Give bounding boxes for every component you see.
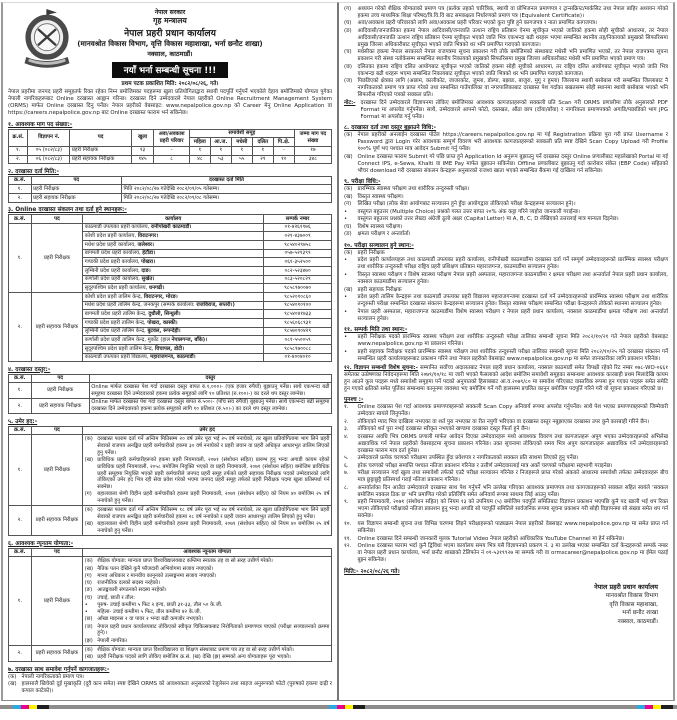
section-2-title: २. दरखास्त दर्ता मिति:- — [8, 168, 59, 175]
right-column — [338, 2, 675, 701]
list-item: • वस्तुगत बहुउत्तर (Multiple Choice) प्रश्नको गलत उत्तर बापत २०% अंक कट्टा गरिने व्यहोरा जानकारी गराईन्छ। — [344, 208, 580, 215]
table-header-row: क्र.सं. पद आवश्यक न्यूनतम योग्यता — [9, 548, 332, 557]
table-row: १. प्रहरी निरीक्षक (क) शैक्षिक योग्यता: मान्यता प्राप्त विश्वविद्यालयबाट कम्तिमा स्नातक तह वा सो सरह उत्तीर्ण गरेको। (ख) नैतिक पतन देखिने कुनै फौजदारी अभियोगमा सजाय नपाएको। (ग) मानव अधिकार र मानवीय कानूनको उल्लङ्घनमा सजाय नपाएको। (घ) राजनीतिक दलको सदस्य नरहेको। (ङ) आतङ्ककारी संगठनको सदस्य नरहेको। (च) उचाई, छाती र तौल: • पुरुष- उचाई कम्तीमा ५ फिट २ इन्च, छाती ३१-३३, तौल ५० के.जी. • महिला- उचाई कम्तीमा ५ फिट, तौल कम्तीमा ४२ के.जी. (छ) आँखा माइनस २ वा पावर २ भन्दा बढी कमजोर नभएको। (ज) नेपाल प्रहरी प्रधान कार्यालयबाट तोकिएको स्वीकृत चिकित्सकबाट निरोगिताको प्रमाणपत्र पाएको (परीक्षा सञ्चालनको क्रममा हुने)। (झ) नेपाली नागरिक। — [9, 557, 332, 646]
qualification-items-cell: (क) शैक्षिक योग्यता: मान्यता प्राप्त विश्वविद्यालयबाट कम्तिमा स्नातक तह वा सो सरह उत्तीर्ण गरेको। (ख) नैतिक पतन देखिने कुनै फौजदारी अभियोगमा सजाय नपाएको। (ग) मानव अधिकार र मानवीय कानूनको उल्लङ्घनमा सजाय नपाएको। (घ) राजनीतिक दलको सदस्य नरहेको। (ङ) आतङ्ककारी संगठनको सदस्य नरहेको। (च) उचाई, छाती र तौल: • पुरुष- उचाई कम्तीमा ५ फिट २ इन्च, छाती ३१-३३, तौल ५० के.जी. • महिला- उचाई कम्तीमा ५ फिट, तौल कम्तीमा ४२ के.जी. (छ) आँखा माइनस २ वा पावर २ भन्दा बढी कमजोर नभएको। (ज) नेपाल प्रहरी प्रधान कार्यालयबाट तोकिएको स्वीकृत चिकित्सकबाट निरोगिताको प्रमाणपत्र पाएको (परीक्षा सञ्चालनको क्रममा हुने)। (झ) नेपाली नागरिक। — [84, 558, 330, 644]
list-item: (ज) पिछडिएको क्षेत्रका लागि (अछाम, कालीकोट, जाजरकोट, जुम्ला, डोल्पा, बझाङ, बाजुरा, मुगु र हुम्ला) जिल्लामा स्थायी बसोबास गरी सम्बन्धित जिल्लाबाट नै नागरिकताको प्रमाण पत्र प्राप्त गरेको तथा सम्बन्धित गाउँपालिका वा नगरपालिकाबाट दरखास्त पेश गर्दाका बखतसम्म सोही स्थानमा स्थायी बसोबास भएको भनि सिफारीस गरिएको पत्रको सक्कल प्रति। — [344, 78, 668, 99]
list-item: • विस्तृत स्वास्थ्य परीक्षण र विशेष स्वास्थ्य परीक्षण नेपाल प्रहरी अस्पताल, महाराजगन्ज काठमाडौंमा र क्षमता परीक्षण तथा अन्तर्वार्ता नेपाल प्रहरी प्रधान कार्यालय, नक्साल काठमाडौंमा सञ्चालन हुनेछ। — [344, 272, 668, 286]
phone-cell: ९८५२०१०८६० — [264, 293, 332, 302]
address-line: नक्साल, काठमाडौं। — [147, 50, 193, 58]
table-row: २. प्रहरी सहायक निरीक्षक मिति २०८२/०८/२७ गतेदेखि २०८२/०९/०८ गतेसम्म। — [9, 194, 332, 203]
print-registration-bar — [0, 705, 677, 710]
left-column — [1, 2, 338, 701]
list-item: ९. प्रहरी नियमावली, २०७१ (संशोधन सहित) को नियम १३ को उपनियम (५) बमोजिम पदपूर्ति समितिबाट विज्ञापन प्रकाशन भएपछि कुनै पद खाली भई थप रिक्त भएमा तोकिएको परीक्षाको नतिजा प्रकाशन हुनु भन्दा अगाडि सो पदपूर्ति समितिले सार्वजनिक रूपमा सूचना प्रकाशन गरी सोही विज्ञापनमा सो संख्या समेत थप गर्न सक्नेछ। — [344, 499, 668, 520]
collection-centers-table — [8, 214, 332, 362]
list-item: ६. हरेक चरणको परीक्षा समाप्ति पश्चात नतिजा प्रकाशन गरिनेछ र उत्तीर्ण उम्मेदवारलाई मात्र अर्को चरणको परीक्षामा सहभागी गराइनेछ। — [344, 462, 613, 469]
phone-cell: ०८३-५२०८२९ — [264, 275, 332, 284]
office-title: नेपाल प्रहरी प्रधान कार्यालय — [124, 28, 216, 39]
list-item: ३. तोकिएको शर्त पुरा नभई दरखास्त स्वीकृत नभएको खण्डमा दरखास्त दस्तुर फिर्ता हुने छैन। — [344, 426, 530, 433]
list-item: (ख) हालसालै खिचेको दुई मुखाकृति (दुवै कान समेत) स्पष्ट देखिने ORMS को आवश्यकता अनुसारको रेजुलेसन तथा साइज अनुरूपको फोटो (पुरुषको हकमा दाह्री र कपाल काटेको)। — [8, 681, 332, 695]
list-item: ४. दरखास्त अवधि भित्र ORMS प्रणाली मार्फत आवेदन दिएका उम्मेदवारहरू मध्ये आवश्यक विवरण तथा कागजातहरू अपुग भएका उम्मेदवारहरूको अभिलेख अद्यावधिक गर्न नेपाल प्रहरीको वेबसाइटमा सूचना प्रकाशन गरिनेछ। उक्त सूचनामा तोकिएको समय भित्र अपुग कागजातहरू अद्यावधिक गर्ने उम्मेदवारहरूको दरखास्त फाराम मात्र दर्ता हुनेछ। — [344, 433, 668, 454]
list-item: १२. Online दरखास्त फाराम भर्दा कुनै द्विविधा भएमा कार्यालय समय भित्र यसै विज्ञापनको प्रकरण नं. ३ मा उल्लेख भएका सम्बन्धित दर्ता केन्द्रहरूको सम्पर्क नम्बर वा नेपाल प्रहरी प्रधान कार्यालय, भर्ना छनौट शाखाको टेलिफोन नं ०१-५३१९९२७ मा सम्पर्क गरी वा ormscareer@nepalpolice.gov.np मा ईमेल पठाई बुझ्न सकिनेछ। — [344, 543, 668, 564]
list-item: (घ) अवा/अवकाश प्रहरी परिवारको लागि अवा/अवकाश प्रहरी परिवार भएको कुरा पुष्टि हुने कागजपत्र र नाता प्रमाणित कागजपत्र। — [344, 20, 597, 27]
office-cell: बागमती प्रदेश प्रहरी कार्यालय, हेटौंडा। — [83, 249, 264, 258]
table-row: २. प्रहरी सहायक निरीक्षक (क) दरखास्त फाराम दर्ता गर्ने अन्तिम मितिसम्म १८ वर्ष उमेर पूरा भई २४ वर्ष ननाघेको, तर खुला प्रतियोगितामा भाग लिने प्रहरी सेवाको राजपत्र अनङ्कित प्रहरी कर्मचारीको हकमा २८ वर्ष ननाघेको र प्रहरी जवान आधारभूत तालिम लिएको हुनु पर्नेछ। (ख) बहालवाला श्रेणी विहीन प्रहरी कर्मचारीको हकमा प्रहरी नियमावली, २०७१ (संशोधन सहित) को नियम ४० बमोजिम २५ वर्ष ननाघेको हुनु पर्नेछ। — [9, 506, 332, 536]
phone-cell: ९८५८९७००७० — [264, 284, 332, 293]
table-row: २. प्रहरी सहायक निरीक्षक Online मार्फत दरखास्त पेश गर्दा दरखास्त दस्तुर बापत रु.५००।- (पाँच सय रुपैयाँ) बुझाउनु पर्नेछ। साथै एकभन्दा बढी समूहमा दरखास्त दिने उम्मेदवारको हकमा प्रत्येक समूहको लागि १० प्रतिशत (रु.५०।-) का दरले थप दस्तुर लाग्नेछ। — [9, 398, 332, 413]
list-item: (घ) विशेष स्वास्थ्य परीक्षण। — [344, 223, 403, 230]
section-10 — [344, 241, 668, 323]
intro-paragraph: नेपाल प्रहरीमा जनपद प्रहरी समूहतर्फ रिक्त रहेका निम्न बमोजिमका पदहरूमा खुला प्रतियोगिताद्वारा स्थायी पदपूर्ति गर्नुपर्ने भएकोले देहाय बमोजिमको योग्यता पुगेका नेपाली नागरिकहरूबाट Online दरखास्त आह्वान गरिन्छ। दरखास्त दिने उम्मेदवारले नेपाल प्रहरीको Online Recruitment Management System (ORMS) मार्फत Online दरखास्त दिनु पर्नेछ। नेपाल प्रहरीको वेबसाइट: www.nepalpolice.gov.np को Career मेनु Online Application वा https://careers.nepalpolice.gov.np बाट Online दरखास्त फाराम भर्न सकिनेछ। — [8, 89, 332, 117]
table-row: १. प्रहरी निरीक्षक (क) दरखास्त फाराम दर्ता गर्ने अन्तिम मितिसम्म २० वर्ष उमेर पूरा भई २५ वर्ष ननाघेको, तर खुला प्रतियोगितामा भाग लिने प्रहरी सेवाको राजपत्र अनङ्कित प्रहरी कर्मचारीको हकमा ३० वर्ष ननाघेको र प्रहरी जवान वा प्रहरी अधिकृत आधारभूत तालिम लिएको हुनु पर्नेछ। (ख) प्राविधिक प्रहरी कर्मचारीहरूको हकमा प्रहरी नियमावली, २०७१ (संशोधन सहित) प्रारम्भ हुनु भन्दा अगाडी कायम रहेको प्राविधिक प्रहरी नियमावली, २०५८ बमोजिम नियुक्ति भएको वा प्रहरी नियमावली, २०७१ (संशोधन सहित) बमोजिम प्राविधिक प्रहरी समूहमा नियुक्ति भएको प्रहरी कर्मचारीले जनपद प्रहरी समूह तर्फको प्रहरी सहायक निरीक्षक पदको उम्मेदवारको लागि तोकिएको उमेर हद भित्र रही सेवा प्रवेश गरेको भएमा जनपद प्रहरी समूह तर्फको प्रहरी निरीक्षक पदमा खुला प्रतिस्पर्धा गर्न सक्नेछ। (ग) बहालवाला श्रेणी विहीन प्रहरी कर्मचारीको हकमा प्रहरी नियमावली, २०७१ (संशोधन सहित) को नियम ४० बमोजिम २५ वर्ष ननाघेको हुनु पर्नेछ। — [9, 435, 332, 506]
section-1-title: १. आवश्यक माग पद संख्या:- — [8, 121, 73, 128]
section-7-title: ७. दरखास्त साथ समावेश गर्नुपर्ने कागजातहरू:- — [8, 666, 110, 673]
section-10-title: १०. परीक्षा सञ्चालन हुने स्थान:- — [344, 242, 414, 249]
list-item: (ङ) क्षमता परीक्षण र अन्तर्वार्ता। — [344, 231, 411, 238]
phone-cell: ९८५६०६८९३१ — [264, 319, 332, 328]
note-paragraph: नोट:- दरखास्त दिने उम्मेदवारले विज्ञापनमा तोकिए बमोजिमका आवश्यक कागजातहरूको सक्कली प्रति Scan गरी ORMS प्रणालीमा तोके अनुसारको PDF Format मा अपलोड गर्नुपर्नेछ। साथै, उम्मेदवारले आफ्नो फोटो, दस्तखत, औंठा छाप (दाँया/बाँया) र नागरिकता प्रमाणपत्रको अगाडि/पछाडिको भाग JPG Format मा अपलोड गर्नु पर्नेछ। — [344, 99, 668, 120]
age-limit-table — [8, 426, 332, 537]
table-row: २. प्रहरी सहायक निरीक्षक (क) शैक्षिक योग्यता: मान्यता प्राप्त विश्वविद्यालय वा शिक्षण संस्थाबाट प्रमाण पत्र तह वा सो सरह उत्तीर्ण गरेको। (ख) प्रहरी निरीक्षक पदको लागि तोकिए बमोजिम क्र.सं. (ख) देखि (झ) सम्मको अन्य योग्यताहरू पूरा भएको। — [9, 645, 332, 662]
office-cell: सुदूरपश्चिम प्रदेश प्रहरी तालिम केन्द्र, विचापल, डोटी। — [83, 345, 264, 354]
list-item: • वस्तुगत बहुउत्तर प्रश्नको उत्तर लेख्दा अंग्रेजी ठूलो अक्षर (Capital Letter) मा A, B, C, D लेखिएको उत्तरलाई मात्र मान्यता दिइनेछ। — [344, 216, 619, 223]
office-cell: गण्डकी प्रदेश प्रहरी कार्यालय, पोखरा। — [83, 258, 264, 267]
qualification-items-cell: (क) शैक्षिक योग्यता: मान्यता प्राप्त विश्वविद्यालय वा शिक्षण संस्थाबाट प्रमाण पत्र तह वा सो सरह उत्तीर्ण गरेको। (ख) प्रहरी निरीक्षक पदको लागि तोकिए बमोजिम क्र.सं. (ख) देखि (झ) सम्मको अन्य योग्यताहरू पूरा भएको। — [83, 645, 332, 662]
phone-cell: ०८२-५२३४७० — [264, 267, 332, 276]
section-4-title: ४. दरखास्त दस्तुर:- — [8, 366, 51, 373]
list-item: • प्रदेश प्रहरी तालिम केन्द्रहरू तथा काठमाडौं उपत्यका प्रहरी विद्यालय महाराजगन्जमा दरखास्त दर्ता गर्ने उम्मेदवारहरूको प्रारम्भिक स्वास्थ्य परीक्षण तथा शारीरिक तन्दुरुस्ती परीक्षा सम्बन्धित दरखास्त संकलन केन्द्रहरूमा सञ्चालन हुनेछ। विस्तृत स्वास्थ्य परीक्षण सम्बन्धित परीक्षा केन्द्रहरूले तोकेको स्थानमा सञ्चालन हुनेछ। — [344, 294, 668, 308]
table-header-row: क्र.सं. पद दस्तुर — [9, 374, 332, 383]
section-9 — [344, 177, 668, 238]
office-cell: कोशी प्रदेश प्रहरी कार्यालय, विराटनगर। — [83, 232, 264, 241]
postscript-title: पुनश्च :- — [344, 397, 364, 404]
phone-cell: ०५७-५२१३९९ — [264, 249, 332, 258]
list-item: (ख) विस्तृत स्वास्थ्य परीक्षण। — [344, 193, 404, 200]
required-documents-continued — [344, 6, 668, 100]
list-item: (च) मधेसीका हकमा नेपाल सरकारले नेपाल राजपत्रमा सूचना प्रकाशन गरी तोके बमोजिमको संस्थाबाट मधेसी भनि प्रमाणित भएको, तर नेपाल राजपत्रमा सूचना प्रकाशन गरी संस्था नतोकेसम्म सम्बन्धित स्थानीय निकायको प्रमुखको सिफारिसमा प्रमुख जिल्ला अधिकारीबाट मधेसी भनि प्रमाणित भएको प्रमाण पत्र। — [344, 49, 668, 63]
table-row: १. ०५ (०८२/८३) प्रहरी निरीक्षक १३ - १ १ १ १ - १७ — [9, 146, 332, 155]
letterhead — [8, 5, 332, 87]
table-row: २. ०६ (०८२/८३) प्रहरी सहायक निरीक्षक १४५ ८ ४८ ५३ ५५ २९ १० ३४८ — [9, 155, 332, 164]
department-line: (मानवश्रोत विकास विभाग, वृत्ति विकास महाशाखा, भर्ना छनौट शाखा) — [77, 39, 263, 48]
phone-cell: ९८५४०२९७५८ — [264, 241, 332, 250]
postscript-section — [344, 395, 668, 564]
phone-cell: ०१-४००४०१० — [264, 353, 332, 362]
office-cell: मधेश प्रदेश प्रहरी तालिम केन्द्र, जनकपुर (सम्पर्क कार्यालय: राजविराज, सप्तरी।) — [83, 301, 264, 310]
notice-date-line: मिति:- २०८२/०८/२६ गते। — [344, 569, 400, 576]
table-row: २. प्रहरी सहायक निरीक्षक कोशी प्रदेश प्रहरी तालिम केन्द्र, विराटनगर, मोरङ। ९८५२०१०८६० — [9, 293, 332, 302]
asi-centers-group — [9, 293, 332, 362]
demand-posts-table — [8, 129, 332, 165]
section-8 — [344, 123, 668, 175]
list-item: (ख) Online दरखास्त फाराम Submit गरे पछि प्राप्त हुने Application Id अनुरूप बुझाउनु पर्ने दरखास्त दस्तुर Online प्रणालीबाट महालेखाको Portal मा गई Connect IPS, e-Sewa, Khalti वा IME Pay मार्फत बुझाउन सकिनेछ। Offline प्रणालीबाट बुझाउनु गर्दा कारोबार संकेत (EBP Code) सहितको भौचर download गरी दरखास्त संकलन केन्द्रहरू अनुसारको राजश्व खाता भएको सम्बन्धित बैंकमा गई दाखिला गर्न सकिनेछ। — [344, 153, 668, 174]
notice-title-badge: नयाँ भर्ना सम्बन्धी सूचना !!! — [112, 62, 229, 78]
registration-dates-table — [8, 176, 332, 203]
office-cell: लुम्बिनी प्रदेश प्रहरी तालिम केन्द्र, बुटवल, रूपन्देही। — [83, 327, 264, 336]
phone-cell: ०६१-३५२५०० — [264, 258, 332, 267]
table-row: १. प्रहरी निरीक्षक काठमाडौं उपत्यका प्रहरी कार्यालय, रानीपोखरी काठमाडौं। ०१-४२६१९७६ — [9, 223, 332, 232]
office-cell: गण्डकी प्रदेश प्रहरी तालिम केन्द्र, पोखरा, कास्की। — [83, 319, 264, 328]
inspector-centers-group — [9, 223, 332, 292]
required-documents-list — [8, 674, 332, 696]
section-12-title: १२. विज्ञापन सम्बन्धी विशेष सूचना:- — [344, 364, 418, 371]
table-header-row: क्र.सं. पद कार्यालय सम्पर्क नम्बर — [9, 215, 332, 224]
phone-cell: ९८५४०४१७३३ — [264, 310, 332, 319]
table-header-row: क्र.सं. विज्ञापन नं. पद खुला अवा/अवकाश प्रहरी परिवार समावेशी समूह जम्मा माग पद संख्या — [9, 129, 332, 138]
section-3-title: ३. Online दरखास्त संकलन तथा दर्ता हुने स्थानहरू:- — [8, 207, 127, 214]
government-line: नेपाल सरकार — [154, 9, 186, 16]
qualification-table — [8, 548, 332, 663]
cmyk-patch-group — [637, 705, 673, 710]
fees-table — [8, 374, 332, 414]
phone-cell: ९८५४०१०१०० — [264, 301, 332, 310]
office-cell: काठमाडौं उपत्यका प्रहरी विद्यालय, महाराजगन्ज, काठमाडौं। — [83, 353, 264, 362]
list-item: • प्रदेश प्रहरी कार्यालयहरू तथा काठमाडौं उपत्यका प्रहरी कार्यालय, रानीपोखरी काठमाडौंमा दरखास्त दर्ता गर्ने सम्पूर्ण उम्मेदवारहरूको प्रारम्भिक स्वास्थ्य परीक्षण तथा शारीरिक तन्दुरुस्ती परीक्षा राष्ट्रिय प्रहरी प्रशिक्षण प्रतिष्ठान महाराजगन्ज, काठमाडौंमा सञ्चालन हुनेछ। — [344, 257, 668, 271]
phone-cell: ०८१-५५००५९ — [264, 336, 332, 345]
table-row: १. प्रहरी निरीक्षक Online मार्फत दरखास्त पेश गर्दा दरखास्त दस्तुर बापत रु.१,०००।- (एक हजार रुपैयाँ) बुझाउनु पर्नेछ। साथै एकभन्दा बढी समूहमा दरखास्त दिने उम्मेदवारको हकमा प्रत्येक समूहको लागि १० प्रतिशत (रु.१००।-) का दरले थप दस्तुर लाग्नेछ। — [9, 383, 332, 398]
age-items-cell: (क) दरखास्त फाराम दर्ता गर्ने अन्तिम मितिसम्म २० वर्ष उमेर पूरा भई २५ वर्ष ननाघेको, तर खुला प्रतियोगितामा भाग लिने प्रहरी सेवाको राजपत्र अनङ्कित प्रहरी कर्मचारीको हकमा ३० वर्ष ननाघेको र प्रहरी जवान वा प्रहरी अधिकृत आधारभूत तालिम लिएको हुनु पर्नेछ। (ख) प्राविधिक प्रहरी कर्मचारीहरूको हकमा प्रहरी नियमावली, २०७१ (संशोधन सहित) प्रारम्भ हुनु भन्दा अगाडी कायम रहेको प्राविधिक प्रहरी नियमावली, २०५८ बमोजिम नियुक्ति भएको वा प्रहरी नियमावली, २०७१ (संशोधन सहित) बमोजिम प्राविधिक प्रहरी समूहमा नियुक्ति भएको प्रहरी कर्मचारीले जनपद प्रहरी समूह तर्फको प्रहरी सहायक निरीक्षक पदको उम्मेदवारको लागि तोकिएको उमेर हद भित्र रही सेवा प्रवेश गरेको भएमा जनपद प्रहरी समूह तर्फको प्रहरी निरीक्षक पदमा खुला प्रतिस्पर्धा गर्न सक्नेछ। (ग) बहालवाला श्रेणी विहीन प्रहरी कर्मचारीको हकमा प्रहरी नियमावली, २०७१ (संशोधन सहित) को नियम ४० बमोजिम २५ वर्ष ननाघेको हुनु पर्नेछ। — [84, 436, 330, 504]
list-item: • प्रहरी सहायक निरीक्षक पदको प्रारम्भिक स्वास्थ्य परीक्षण तथा शारीरिक तन्दुरुस्ती परीक्षा तालिका सम्बन्धी सूचना मिति २०८२/१०/२५ गते दरखास्त संकलन गर्ने सम्बन्धित प्रहरी कार्यालयहरूबाट प्रकाशन गरिने तथा नेपाल प्रहरीको वेबसाइट www.nepalpolice.gov.np मा समेत जानकारीका लागि प्रकाशन गरिनेछ। — [344, 348, 668, 362]
section-11 — [344, 325, 668, 363]
section-9-title: ९. परीक्षा विधि:- — [344, 179, 381, 186]
list-item: (क) नेपाल प्रहरीको अनलाईन दरखास्त पोर्टल https://careers.nepalpolice.gov.np मा गई Registration प्रक्रिया पुरा गरी प्राप्त Username र Password द्वारा Login गरेर आवश्यक सम्पूर्ण विवरण भरी आवश्यक कागजातहरूको सक्कली प्रति स्पष्ट देखिने Scan Copy Upload गरी Profile १००% पूर्ण भए पश्चात मात्र आवेदन Submit गर्नु पर्नेछ। — [344, 132, 668, 153]
table-row: १. प्रहरी निरीक्षक मिति २०८२/०८/२७ गतेदेखि २०८२/०९/०५ गतेसम्म। — [9, 185, 332, 194]
ministry-line: गृह मन्त्रालय — [153, 16, 187, 25]
phone-cell: ०२१-४३७००९ — [264, 232, 332, 241]
age-items-cell: (क) दरखास्त फाराम दर्ता गर्ने अन्तिम मितिसम्म १८ वर्ष उमेर पूरा भई २४ वर्ष ननाघेको, तर खुला प्रतियोगितामा भाग लिने प्रहरी सेवाको राजपत्र अनङ्कित प्रहरी कर्मचारीको हकमा २८ वर्ष ननाघेको र प्रहरी जवान आधारभूत तालिम लिएको हुनु पर्नेछ। (ख) बहालवाला श्रेणी विहीन प्रहरी कर्मचारीको हकमा प्रहरी नियमावली, २०७१ (संशोधन सहित) को नियम ४० बमोजिम २५ वर्ष ननाघेको हुनु पर्नेछ। — [84, 507, 330, 534]
phone-cell: ९८५७०९०४२९ — [264, 327, 332, 336]
section-8-title: ८. दरखास्त दर्ता तथा दस्तुर बुझाउने विधि:- — [344, 125, 437, 132]
list-item: (ग) अध्ययन गरेको शैक्षिक योग्यताको प्रमाण पत्र (प्रत्येक तहको चारित्रिक, स्थायी वा प्रोभिजनल प्रमाणपत्र र ट्रान्सक्रिप्ट/मार्कसिट तथा नेपाल बाहिर अध्ययन गरेको हकमा उच्च माध्यमिक शिक्षा परिषद/त्रि.वि.वि बाट समकक्षता निर्धारणको प्रमाण पत्र (Equivalent Certificate)। — [344, 5, 668, 19]
list-item: • नेपाल प्रहरी अस्पताल, महाराजगन्ज काठमाडौंमा विशेष स्वास्थ्य परीक्षण र नेपाल प्रहरी प्रधान कार्यालय, नक्साल काठमाडौंमा क्षमता परीक्षण तथा अन्तर्वार्ता सञ्चालन हुनेछ। — [344, 308, 668, 322]
notice-document — [1, 2, 676, 701]
list-item: ७. परीक्षा सञ्चालन गर्दा खुला तथा समावेशी तर्फको एउटै परीक्षा सञ्चालन गरिनेछ र निजहरूले प्राप्त गरेको अंकको आधारमा समावेशी तर्फका उम्मेदवारहरू बीच मात्र छुट्टाछुट्टै प्रतिस्पर्धा गराई नतिजा प्रकाशन गरिनेछ। — [344, 470, 668, 484]
list-item: २. तोकिएको म्याद भित्र दाखिला नभएका वा शर्त पुरा नभएका वा रीत नपुगी भरिएका वा दरखास्त दस्तुर नबुझाएका दरखास्त उपर कुनै कारबाही गरिने छैन। — [344, 418, 650, 425]
office-cell: कर्णाली प्रदेश प्रहरी तालिम केन्द्र, मुर्कोट (हाल नेपालगन्ज, बाँके)। — [83, 336, 264, 345]
office-cell: सुदूरपश्चिम प्रदेश प्रहरी कार्यालय, धनगढी। — [83, 284, 264, 293]
table-subheader-row: महिला आ.ज. मधेसी दलित पि.क्षे. — [9, 138, 332, 147]
office-cell: कर्णाली प्रदेश प्रहरी कार्यालय, सुर्खेत। — [83, 275, 264, 284]
list-item: ५. उम्मेदवारले प्रत्येक चरणको परीक्षामा उपस्थित हुँदा प्रवेशपत्र र नागरिकताको सक्कल प्रति साथमा लिएको हुनु पर्नेछ। — [344, 455, 579, 462]
section-11-title: ११. सम्पर्क मिति तथा स्थान:- — [344, 327, 408, 334]
signature-block: नेपाल प्रहरी प्रधान कार्यालय मानवश्रोत विकास विभाग वृत्ति विकास महाशाखा, भर्ना छनौट शाखा नक्साल, काठमाडौं। — [594, 583, 658, 625]
table-header-row: क्र.सं. पद दरखास्त दर्ता मिति — [9, 176, 332, 185]
list-item: • प्रहरी निरीक्षक पदको प्रारम्भिक स्वास्थ्य परीक्षण तथा शारीरिक तन्दुरुस्ती परीक्षा तालिका सम्बन्धी सूचना मिति २०८२/१०/२१ गते नेपाल प्रहरीको वेबसाइट www.nepalpolice.gov.np मा प्रकाशन गरिनेछ। — [344, 334, 668, 348]
list-item: (छ) दलितका हकमा राष्ट्रिय दलित आयोगबाट सूचीकृत भएको जातिको हकमा सोही सूचीको आधारमा, तर राष्ट्रिय दलित आयोगबाट सूचीकृत भएको जाति भित्र एकभन्दा बढी थरहरू भएमा सम्बन्धित निकायबाट सूचीकृत भएको जाति भित्रको थर भनि प्रमाणित गराएको कागजात। — [344, 63, 668, 77]
cmyk-patch-group — [13, 705, 49, 710]
office-cell: काठमाडौं उपत्यका प्रहरी कार्यालय, रानीपोखरी काठमाडौं। — [83, 223, 264, 232]
list-item: १. Online दरखास्त पेश गर्दा आवश्यक प्रमाणपत्रहरूको सक्कली Scan Copy अनिवार्य रूपमा अपलोड गर्नुपर्नेछ। साथै पेश भएका प्रमाणपत्रहरूको जिम्मेवारी उम्मेदवार स्वयंले लिनुपर्नेछ। — [344, 404, 668, 418]
list-item: (क) नेपाली नागरिकताको प्रमाण पत्र। — [8, 673, 84, 680]
office-cell: लुम्बिनी प्रदेश प्रहरी कार्यालय, दाङ। — [83, 267, 264, 276]
list-item: ११. Online दरखास्त दिने सम्बन्धी जानकारी मूलक Tutorial Video नेपाल प्रहरीको आधिकारिक YouTube Channel मा हेर्न सकिनेछ। — [344, 535, 625, 542]
table-header-row: क्र.सं. पद उमेर हद — [9, 426, 332, 435]
office-cell: बागमती प्रदेश प्रहरी तालिम केन्द्र, दुधौली, सिन्धुली। — [83, 310, 264, 319]
list-item: (ख) प्रहरी सहायक निरीक्षक — [344, 286, 402, 293]
cmyk-patch-group — [329, 705, 365, 710]
phone-cell: ०१-४२६१९७६ — [264, 223, 332, 232]
list-item: (ग) लिखित परीक्षा (लोक सेवा आयोगबाट सञ्चालन हुने हुँदा आयोगद्वारा तोकिएको परीक्षा केन्द्रहरूमा सञ्चालन हुने)। — [344, 201, 576, 208]
office-cell: कोशी प्रदेश प्रहरी तालिम केन्द्र, विराटनगर, मोरङ। — [83, 293, 264, 302]
section-12-paragraph: १२. विज्ञापन सम्बन्धी विशेष सूचना:- सम्मानित सर्वोच्च अदालतबाट नेपाल प्रहरी प्रधान कार्यालय, नक्साल काठमाडौं समेत विपक्षी रहेको रिट नम्बर ०७८-WO-०६६१ समेतका उत्प्रेषणका निवेदनहरूमा मिति २०७९/१०/१८ मा जारी भएको फैसलाको आदेश बमोजिम समावेशी समूहका सम्बन्धमा आवश्यक कारबाही प्रथम मिलादेखि कायम हुन आउने कूल पदहरू मध्ये समावेशी समूहमा पर्ने पदको अनुपातको हिसाबबाट आ.व.२०७९/८० मा समावेश गरिएबाट वास्तविक रूपमा हुन गएका पदहरू समेत समेटि हुन गएको क्षतिको समेत पूर्तिका सम्बन्धमा कानूनमा व्यवस्था भए बमोजिम गर्ने गरी हालसम्म प्रचलित कानून बमोजिम पदपूर्ति गरिने गरी यो सूचना प्रकाशन गरिएको छ। — [344, 364, 668, 392]
list-item: ८. अन्तर्वार्ताका दिन आउँदा उम्मेदवारले दरखास्त साथ पेश गर्नुपर्ने भनि उल्लेख गरिएका आवश्यक प्रमाणपत्र तथा कागजातहरूको सक्कल सहित स्वयंले 'सक्कल बमोजिम नक्कल ठिक छ' भनि प्रमाणित गरेको प्रतिलिपि समेत अनिवार्य रूपमा साथमा लिई आउनु पर्नेछ। — [344, 484, 668, 498]
list-item: (क) प्रहरी निरीक्षक — [344, 249, 385, 256]
phone-cell: ९८५८९७००८८ — [264, 345, 332, 354]
nepal-police-emblem-icon — [20, 8, 74, 70]
list-item: १०. यस विज्ञापन सम्बन्धी सूचना तथा विभिन्न चरणमा लिइने परीक्षाहरूको पाठ्यक्रम नेपाल प्रहरीको वेबसाइट www.nepalpolice.gov.np मा समेत प्राप्त गर्न सकिनेछ। — [344, 520, 668, 534]
list-item: (क) प्रारम्भिक स्वास्थ्य परीक्षण तथा शारीरिक तन्दुरुस्ती परीक्षा। — [344, 186, 470, 193]
section-5-title: ५. उमेर हद:- — [8, 418, 38, 425]
office-cell: मधेश प्रदेश प्रहरी कार्यालय, जलेश्वर। — [83, 241, 264, 250]
list-item: (ङ) आदिवासी/जनजातिका हकमा नेपाल आदिवासी/जनजाति उत्थान राष्ट्रिय प्रतिष्ठान ऐनमा सूचीकृत भएको जातिको हकमा सोही सूचीको आधारमा, तर नेपाल आदिवासी/जनजाति उत्थान राष्ट्रिय प्रतिष्ठान ऐनमा सूचीकृत भएको जाति भित्र एकभन्दा बढी थरहरू भएमा सम्बन्धित स्थानीय तह/निकायको प्रमुखको सिफारिसमा प्रमुख जिल्ला अधिकारीबाट सूचीकृत भएको जाति भित्रको थर भनि प्रमाणित गराएको कागजात। — [344, 27, 668, 48]
publication-date: प्रथम पटक प्रकाशित मिति: २०८२/०८/२६, गते। — [121, 81, 219, 87]
section-6-title: ६. आवश्यक न्यूनतम योग्यता:- — [8, 540, 74, 547]
